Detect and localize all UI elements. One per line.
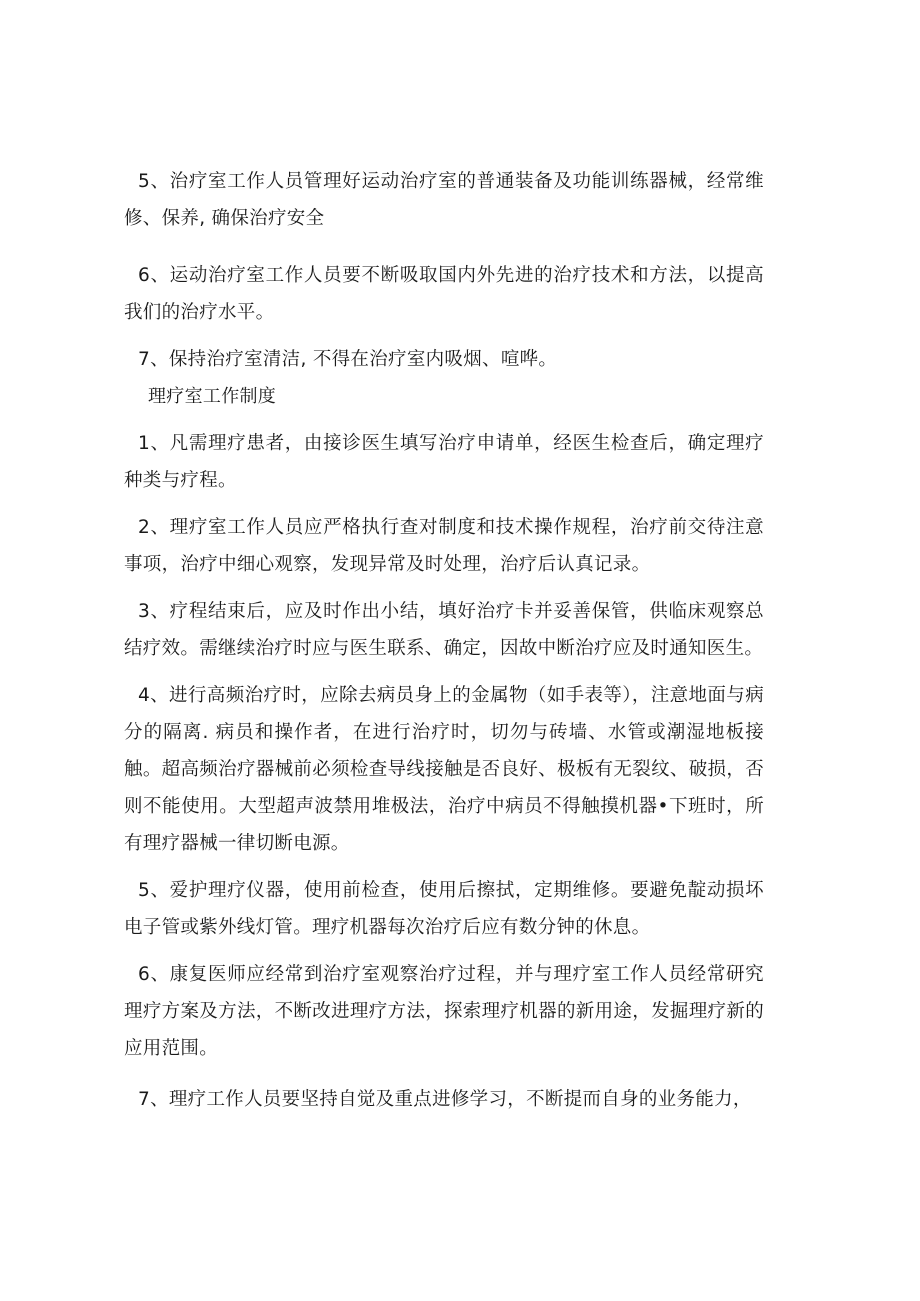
document-body (124, 163, 764, 1118)
paragraph-rule-1: 1、凡需理疗患者，由接诊医生填写治疗申请单，经医生检查后，确定理疗种类与疗程。 (124, 433, 764, 491)
paragraph-rule-6: 6、康复医师应经常到治疗室观察治疗过程，并与理疗室工作人员经常研究理疗方案及方法，不断改进理疗方法，探索理疗机器的新用途，发掘理疗新的应用范围。 (124, 964, 764, 1059)
paragraph-rule-5: 5、爱护理疗仪器，使用前检查，使用后擦拭，定期维修。要避免靛动损坏电子管或紫外线灯管。理疗机器每次治疗后应有数分钟的休息。 (124, 880, 764, 938)
paragraph-rule-7: 7、理疗工作人员要坚持自觉及重点进修学习，不断提而自身的业务能力， (138, 1089, 752, 1110)
paragraph-top-6: 6、运动治疗室工作人员要不断吸取国内外先进的治疗技术和方法，以提高我们的治疗水平。 (124, 265, 764, 323)
paragraph-top-7: 7、保持治疗室清洁, 不得在治疗室内吸烟、喧哗。 (138, 349, 558, 370)
paragraph-rule-4: 4、进行高频治疗时，应除去病员身上的金属物（如手表等），注意地面与病分的隔离. 病员和操作者，在进行治疗时，切勿与砖墙、水管或潮湿地板接触。超高频治疗器械前必须检查导线接触是否良好、极板有无裂纹、破损，否则不能使用。大型超声波禁用堆极法，治疗中病员不得触摸机器•下班时，所有理疗器械一律切断电源。 (124, 685, 764, 854)
paragraph-rule-2: 2、理疗室工作人员应严格执行查对制度和技术操作规程，治疗前交待注意事项，治疗中细心观察，发现异常及时处理，治疗后认真记录。 (124, 517, 764, 575)
paragraph-top-5: 5、治疗室工作人员管理好运动治疗室的普通装备及功能训练器械，经常维修、保养, 确保治疗安全 (124, 171, 764, 229)
paragraph-rule-3: 3、疗程结束后，应及时作出小结，填好治疗卡并妥善保管，供临床观察总结疗效。需继续治疗时应与医生联系、确定，因故中断治疗应及时通知医生。 (124, 601, 764, 659)
section-title: 理疗室工作制度 (148, 386, 277, 407)
